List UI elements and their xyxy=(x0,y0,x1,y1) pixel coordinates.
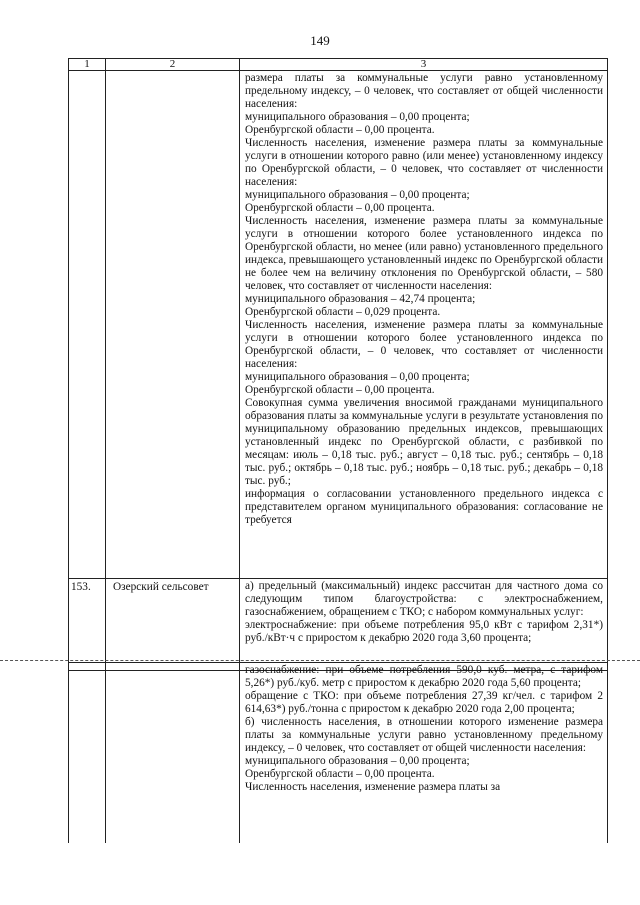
paragraph: а) предельный (максимальный) индекс рассчитан для частного дома со следующим типом благоустройства: с электроснабжением, газоснабжением, обращением с ТКО; с набором коммунальных услуг: xyxy=(245,580,603,618)
row-text-cell xyxy=(240,71,608,579)
municipality-name: Озерский сельсовет xyxy=(113,581,209,593)
row-text-cell xyxy=(240,663,608,843)
paragraph: электроснабжение: при объеме потребления 95,0 кВт с тарифом 2,31*) руб./кВт·ч с приростом к декабрю 2020 года 3,60 процента; xyxy=(245,619,603,644)
header-col-2: 2 xyxy=(106,59,240,71)
page-break-line xyxy=(0,660,640,661)
row-number-cell xyxy=(69,663,106,843)
paragraph: Численность населения, изменение размера платы за коммунальные услуги в отношении которого более установленного индекса по Оренбургской области, – 0 человек, что составляет от численности населения: xyxy=(245,319,603,370)
paragraph: муниципального образования – 0,00 процента; xyxy=(245,189,470,201)
paragraph: Оренбургской области – 0,00 процента. xyxy=(245,768,435,780)
row-name-cell xyxy=(106,579,240,671)
paragraph: газоснабжение: при объеме потребления 590,0 куб. метра, с тарифом 5,26*) руб./куб. метр с приростом к декабрю 2020 года 5,60 процента; xyxy=(245,664,603,689)
paragraph: Совокупная сумма увеличения вносимой гражданами муниципального образования платы за коммунальные услуги в результате установления по муниципальному образованию предельных индексов, превышающих установленный индекс по Оренбургской области, с разбивкой по месяцам: июль – 0,18 тыс. руб.; август – 0,18 тыс. руб.; сентябрь – 0,18 тыс. руб.; октябрь – 0,18 тыс. руб.; ноябрь – 0,18 тыс. руб.; декабрь – 0,18 тыс. руб.; xyxy=(245,397,603,487)
paragraph: информация о согласовании установленного предельного индекса с представителем органом муниципального образования: согласование не требуется xyxy=(245,488,603,526)
table-row-153 xyxy=(69,579,608,671)
page-number: 149 xyxy=(310,33,330,48)
row-name-cell xyxy=(106,71,240,579)
paragraph: муниципального образования – 0,00 процента; xyxy=(245,755,470,767)
paragraph: муниципального образования – 42,74 процента; xyxy=(245,293,476,305)
header-col-1: 1 xyxy=(69,59,106,71)
paragraph: Оренбургской области – 0,00 процента. xyxy=(245,124,435,136)
paragraph: муниципального образования – 0,00 процента; xyxy=(245,111,470,123)
data-table xyxy=(68,58,608,671)
paragraph: Оренбургской области – 0,029 процента. xyxy=(245,306,441,318)
paragraph: обращение с ТКО: при объеме потребления 27,39 кг/чел. с тарифом 2 614,63*) руб./тонна с приростом к декабрю 2020 года 2,00 процента; xyxy=(245,690,603,715)
paragraph: Численность населения, изменение размера платы за коммунальные услуги в отношении которого более установленного индекса по Оренбургской области, но менее (или равно) установленного предельного индекса, превышающего установленный индекс по Оренбургской области не более чем на величину отклонения по Оренбургской области, – 580 человек, что составляет от численности населения: xyxy=(245,215,603,292)
table-row xyxy=(69,71,608,579)
paragraph: б) численность населения, в отношении которого изменение размера платы за коммунальные услуги равно установленному предельному индексу, – 0 человек, что составляет от общей численности населения: xyxy=(245,716,603,754)
paragraph: Численность населения, изменение размера платы за xyxy=(245,781,501,793)
paragraph: муниципального образования – 0,00 процента; xyxy=(245,371,470,383)
paragraph: размера платы за коммунальные услуги равно установленному предельному индексу, – 0 человек, что составляет от общей численности населения: xyxy=(245,72,603,110)
paragraph: Оренбургской области – 0,00 процента. xyxy=(245,202,435,214)
row-name-cell xyxy=(106,663,240,843)
row-number-cell xyxy=(69,579,106,671)
data-table-continued xyxy=(68,662,608,843)
header-col-3: 3 xyxy=(240,59,608,71)
paragraph: Численность населения, изменение размера платы за коммунальные услуги в отношении которого равно (или менее) установленному индексу по Оренбургской области, – 0 человек, что составляет от численности населения: xyxy=(245,137,603,188)
row-text-cell xyxy=(240,579,608,671)
paragraph: Оренбургской области – 0,00 процента. xyxy=(245,384,435,396)
table-header-row xyxy=(69,59,608,71)
row-number: 153. xyxy=(71,581,91,593)
table-row xyxy=(69,663,608,843)
row-number-cell xyxy=(69,71,106,579)
